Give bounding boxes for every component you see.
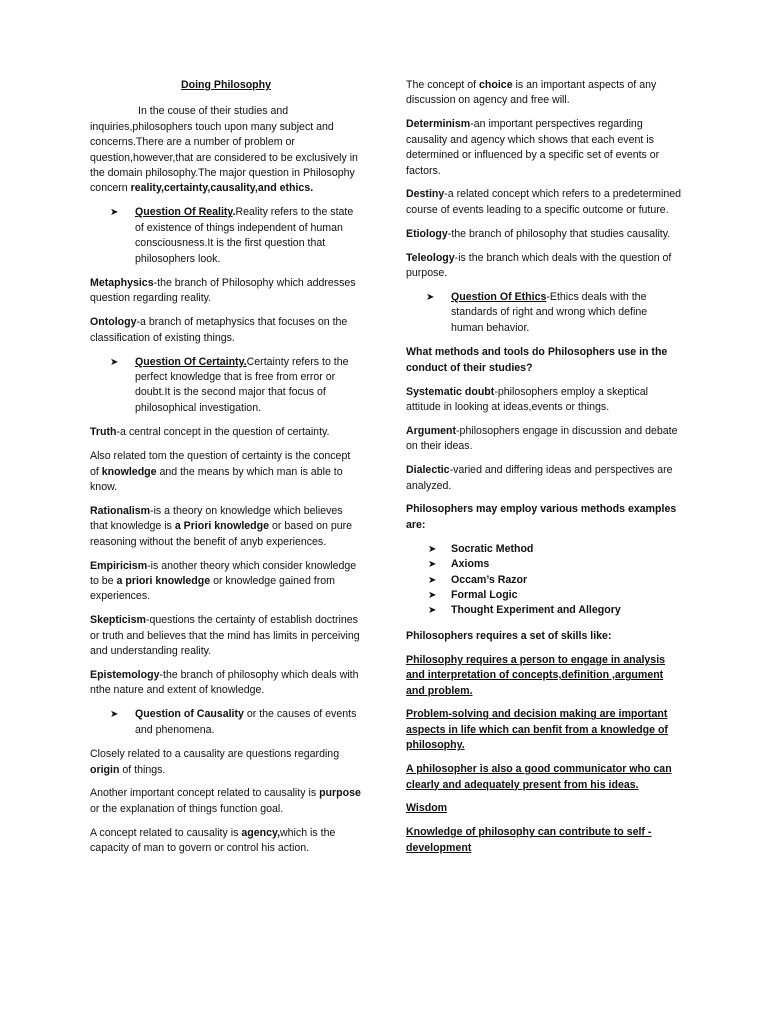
skill-communicator: A philosopher is also a good communicator who can clearly and adequately present from his ideas. <box>406 763 672 791</box>
empiricism-definition: Empiricism-is another theory which consider knowledge to be a priori knowledge or knowledge gained from experiences. <box>90 559 357 603</box>
systematic-doubt-definition: Systematic doubt-philosophers employ a skeptical attitude in looking at ideas,events or things. <box>406 385 648 413</box>
skepticism-definition: Skepticism-questions the certainty of establish doctrines or truth and believes that the mind has limits in perceiving and understanding reality. <box>90 614 360 658</box>
epistemology-definition: Epistemology-the branch of philosophy which deals with nthe nature and extent of knowledge. <box>90 669 359 697</box>
purpose-paragraph: Another important concept related to causality is purpose or the explanation of things function goal. <box>90 787 361 815</box>
right-column <box>406 78 682 865</box>
ethics-bullet: ➤ Question Of Ethics-Ethics deals with the standards of right and wrong which define human behavior. <box>426 290 648 334</box>
destiny-definition: Destiny-a related concept which refers to a predetermined course of events leading to a specific outcome or future. <box>406 188 682 216</box>
argument-definition: Argument-philosophers engage in discussion and debate on their ideas. <box>406 424 678 453</box>
methods-list <box>406 542 682 619</box>
page-title: Doing Philosophy <box>180 79 272 91</box>
etiology-definition: Etiology-the branch of philosophy that studies causality. <box>406 227 671 240</box>
arrowhead-bullet-icon: ➤ <box>110 356 119 368</box>
reality-bullet: ➤ Question Of Reality.Reality refers to the state of existence of things independent of human consciousness.It is the first question that philosophers look. <box>110 206 354 265</box>
arrowhead-bullet-icon: ➤ <box>428 605 437 617</box>
metaphysics-definition: Metaphysics-the branch of Philosophy which addresses question regarding reality. <box>90 276 356 305</box>
arrowhead-bullet-icon: ➤ <box>428 589 437 601</box>
arrowhead-bullet-icon: ➤ <box>426 291 435 303</box>
arrowhead-bullet-icon: ➤ <box>428 543 437 555</box>
arrowhead-bullet-icon: ➤ <box>428 559 437 571</box>
certainty-bullet: ➤ Question Of Certainty.Certainty refers to the perfect knowledge that is free from error or doubt.It is the second major that focus of philosophical investigation. <box>110 355 349 414</box>
skill-self-development: Knowledge of philosophy can contribute to self -development <box>406 826 652 854</box>
determinism-definition: Determinism-an important perspectives regarding causality and agency which shows that each event is determined or influenced by a specific set of events or factors. <box>406 118 660 177</box>
ontology-definition: Ontology-a branch of metaphysics that focuses on the classification of existing things. <box>90 316 348 344</box>
arrowhead-bullet-icon: ➤ <box>110 207 119 219</box>
choice-paragraph: The concept of choice is an important aspects of any discussion on agency and free will. <box>406 79 657 107</box>
methods-question: What methods and tools do Philosophers use in the conduct of their studies? <box>406 346 668 374</box>
skill-problem-solving: Problem-solving and decision making are important aspects in life which can benfit from a knowledge of philosophy. <box>406 708 668 752</box>
causality-bullet: ➤ Question of Causality or the causes of events and phenomena. <box>110 708 357 736</box>
left-column <box>90 78 362 865</box>
origin-paragraph: Closely related to a causality are questions regarding origin of things. <box>90 748 340 776</box>
dialectic-definition: Dialectic-varied and differing ideas and perspectives are analyzed. <box>406 464 673 492</box>
arrowhead-bullet-icon: ➤ <box>110 709 119 721</box>
skill-analysis: Philosophy requires a person to engage in analysis and interpretation of concepts,definition ,argument and problem. <box>406 653 666 697</box>
skill-wisdom: Wisdom <box>406 802 448 815</box>
list-item: ➤ Thought Experiment and Allegory <box>406 603 682 618</box>
methods-heading: Philosophers may employ various methods examples are: <box>406 503 677 531</box>
list-item: ➤ Axioms <box>406 557 682 572</box>
knowledge-paragraph: Also related tom the question of certainty is the concept of knowledge and the means by which man is able to know. <box>90 450 351 493</box>
truth-definition: Truth-a central concept in the question of certainty. <box>90 426 330 439</box>
list-item: ➤ Occam’s Razor <box>406 573 682 588</box>
agency-paragraph: A concept related to causality is agency,which is the capacity of man to govern or control his action. <box>90 826 336 855</box>
teleology-definition: Teleology-is the branch which deals with the question of purpose. <box>406 251 672 280</box>
arrowhead-bullet-icon: ➤ <box>428 574 437 586</box>
list-item: ➤ Socratic Method <box>406 542 682 557</box>
list-item: ➤ Formal Logic <box>406 588 682 603</box>
intro-paragraph: In the couse of their studies and inquiries,philosophers touch upon many subject and concerns.There are a number of problem or question,however,that are considered to be exclusively in the domain philosophy.The major question in Philosophy concern reality,certainty,causality,and ethics. <box>90 105 358 195</box>
skills-heading: Philosophers requires a set of skills like: <box>406 629 612 642</box>
rationalism-definition: Rationalism-is a theory on knowledge which believes that knowledge is a Priori knowledge or based on pure reasoning without the benefit of anyb experiences. <box>90 504 353 548</box>
